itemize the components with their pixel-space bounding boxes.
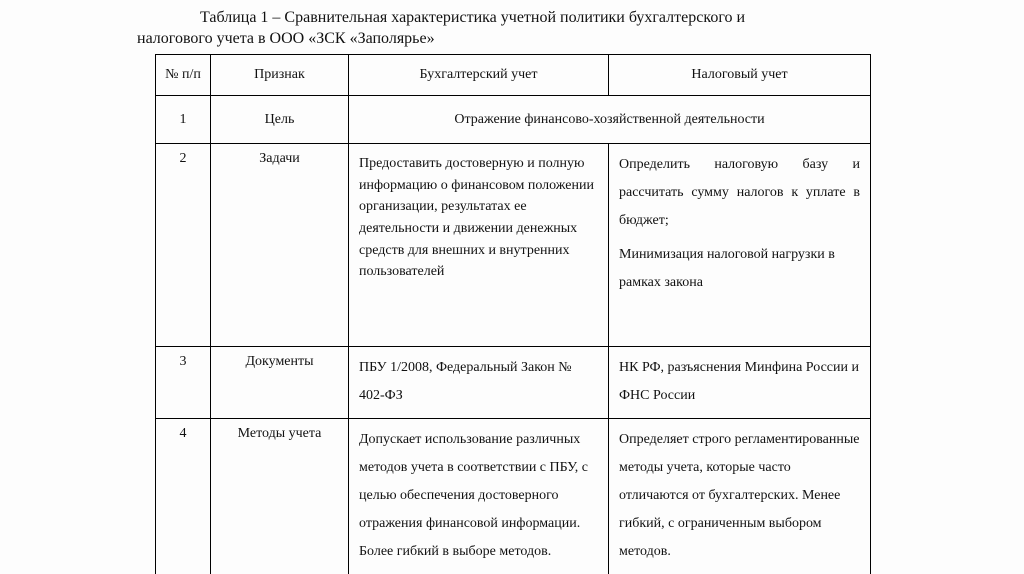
comparison-table (155, 54, 871, 574)
tax-tasks-paragraph-1: Определить налоговую базу и рассчитать сумму налогов к уплате в бюджет; (619, 157, 860, 228)
row-feature: Методы учета (211, 419, 349, 574)
row-number: 4 (156, 419, 211, 574)
col-header-feature: Признак (211, 55, 349, 96)
table-caption-line2: налогового учета в ООО «ЗСК «Заполярье» (137, 30, 435, 47)
row-feature: Цель (211, 96, 349, 144)
tax-tasks-paragraph-2: Минимизация налоговой нагрузки в рамках закона (619, 247, 835, 290)
row-number: 2 (156, 144, 211, 347)
row-number: 1 (156, 96, 211, 144)
table-caption (137, 7, 877, 49)
table-row-methods (156, 419, 871, 574)
table-row-tasks (156, 144, 871, 347)
table-row-goal (156, 96, 871, 144)
col-header-accounting: Бухгалтерский учет (349, 55, 609, 96)
header-row (156, 55, 871, 96)
col-header-tax: Налоговый учет (609, 55, 871, 96)
row-feature: Задачи (211, 144, 349, 347)
cell-tax-tasks (609, 144, 871, 347)
row-number: 3 (156, 347, 211, 419)
cell-tax-methods: Определяет строго регламентированные методы учета, которые часто отличаются от бухгалтерских. Менее гибкий, с ограниченным выбором методов. (609, 419, 871, 574)
cell-accounting-methods: Допускает использование различных методов учета в соответствии с ПБУ, с целью обеспечения достоверного отражения финансовой информации. Более гибкий в выборе методов. (349, 419, 609, 574)
table-caption-line1: Таблица 1 – Сравнительная характеристика учетной политики бухгалтерского и (200, 9, 746, 26)
row-feature: Документы (211, 347, 349, 419)
table-row-documents (156, 347, 871, 419)
cell-accounting-tasks: Предоставить достоверную и полную информацию о финансовом положении организации, результатах ее деятельности и движении денежных средств для внешних и внутренних пользователей (349, 144, 609, 347)
cell-accounting-documents: ПБУ 1/2008, Федеральный Закон № 402-ФЗ (349, 347, 609, 419)
col-header-num: № п/п (156, 55, 211, 96)
merged-cell-goal: Отражение финансово-хозяйственной деятельности (349, 96, 871, 144)
cell-tax-documents: НК РФ, разъяснения Минфина России и ФНС России (609, 347, 871, 419)
